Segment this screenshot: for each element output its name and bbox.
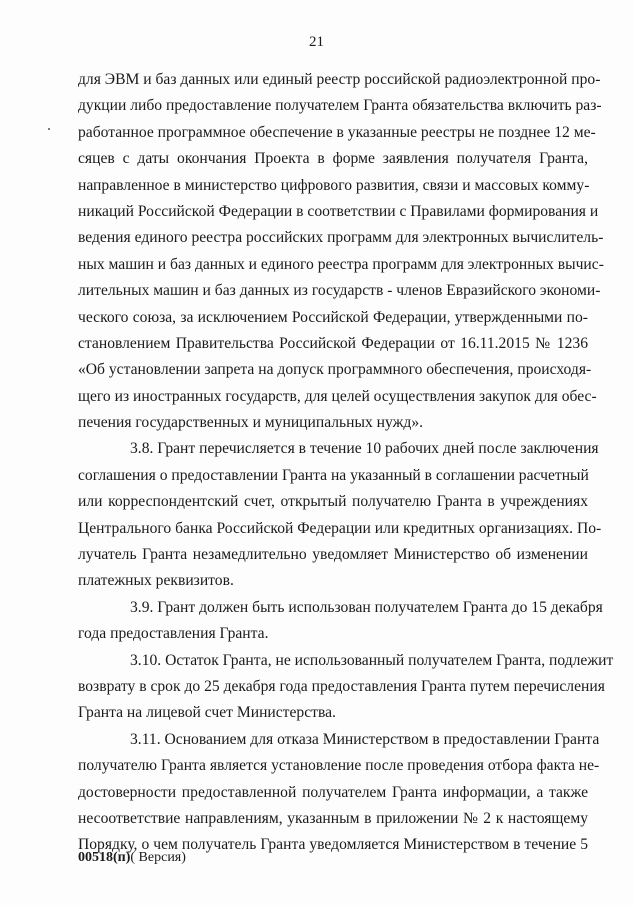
text-line: 3.10. Остаток Гранта, не использованный получателем Гранта, подлежит [130, 651, 614, 669]
text-line: работанное программное обеспечение в указанные реестры не позднее 12 ме- [78, 123, 596, 141]
text-line: возврату в срок до 25 декабря года предоставления Гранта путем перечисления [78, 677, 605, 695]
text-line: 3.8. Грант перечисляется в течение 10 рабочих дней после заключения [130, 440, 599, 458]
text-line: 3.9. Грант должен быть использован получателем Гранта до 15 декабря [130, 598, 603, 616]
text-line: соглашения о предоставлении Гранта на указанный в соглашении расчетный [78, 466, 589, 484]
text-line: 3.11. Основанием для отказа Министерством в предоставлении Гранта [130, 730, 600, 748]
text-line: несоответствие направлениям, указанным в приложении № 2 к настоящему [78, 809, 588, 827]
text-line: «Об установлении запрета на допуск программного обеспечения, происходя- [78, 361, 592, 379]
text-line: ведения единого реестра российских программ для электронных вычислитель- [78, 229, 604, 247]
text-line: направленное в министерство цифрового развития, связи и массовых комму- [78, 176, 590, 194]
text-line: платежных реквизитов. [78, 572, 234, 590]
text-line: для ЭВМ и баз данных или единый реестр российской радиоэлектронной про- [78, 71, 601, 88]
document-body [78, 67, 614, 859]
document-footer [78, 850, 186, 866]
text-line: или корреспондентский счет, открытый получателю Гранта в учреждениях [78, 493, 588, 511]
text-line: никаций Российской Федерации в соответствии с Правилами формирования и [78, 202, 599, 220]
document-code: 00518(п) [78, 850, 131, 865]
text-line: лучатель Гранта незамедлительно уведомляет Министерство об изменении [78, 546, 588, 564]
text-line: сяцев с даты окончания Проекта в форме заявления получателя Гранта, [78, 150, 588, 168]
page-number: 21 [309, 34, 324, 50]
text-line: Гранта на лицевой счет Министерства. [78, 704, 336, 722]
text-line: становлением Правительства Российской Федерации от 16.11.2015 № 1236 [78, 334, 588, 352]
document-version: ( Версия) [130, 850, 186, 865]
text-line: Центрального банка Российской Федерации или кредитных организациях. По- [78, 519, 602, 537]
text-line: печения государственных и муниципальных нужд». [78, 414, 424, 432]
scan-speck [48, 128, 50, 130]
text-line: дукции либо предоставление получателем Гранта обязательства включить раз- [78, 97, 602, 115]
text-line: щего из иностранных государств, для целей осуществления закупок для обес- [78, 387, 597, 405]
text-line: ных машин и баз данных и единого реестра программ для электронных вычис- [78, 255, 604, 273]
text-line: лительных машин и баз данных из государств - членов Евразийского экономи- [78, 282, 601, 300]
text-line: получателю Гранта является установление после проведения отбора факта не- [78, 757, 600, 775]
text-line: достоверности предоставленной получателем Гранта информации, а также [78, 783, 588, 801]
text-line: Порядку, о чем получатель Гранта уведомляется Министерством в течение 5 [78, 836, 588, 854]
text-line: года предоставления Гранта. [78, 625, 269, 643]
text-line: ческого союза, за исключением Российской Федерации, утвержденными по- [78, 308, 588, 326]
